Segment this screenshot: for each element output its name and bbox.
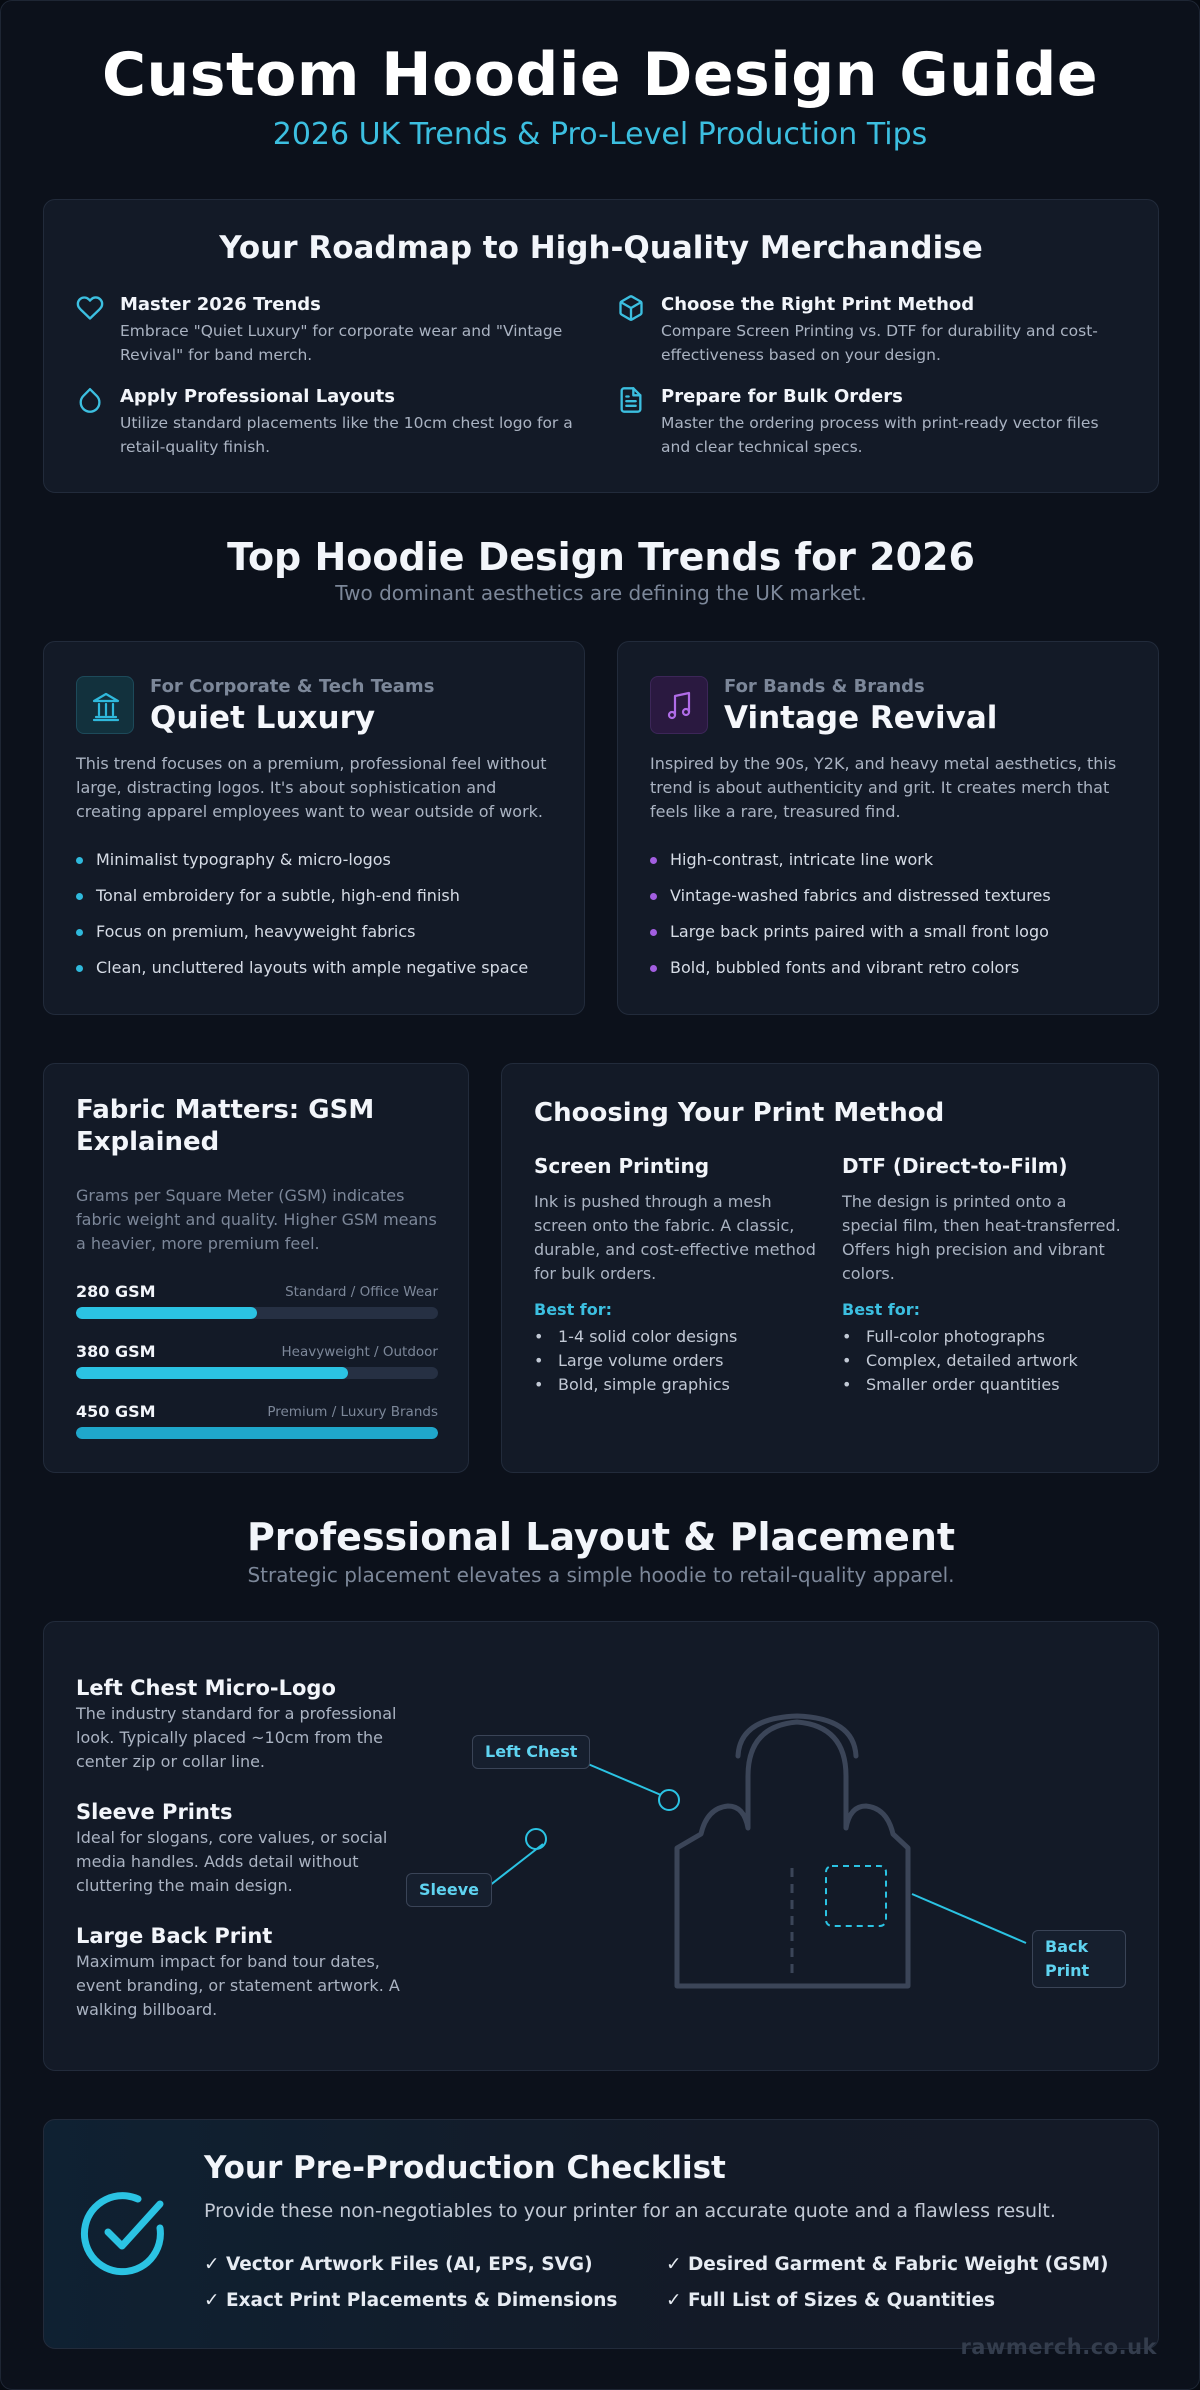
roadmap-item-title: Master 2026 Trends [120,294,321,315]
checklist-item: ✓ Full List of Sizes & Quantities [666,2290,996,2311]
layout-title: Professional Layout & Placement [246,1515,956,1559]
page-title: Custom Hoodie Design Guide [101,40,1099,110]
placement-desc: Ideal for slogans, core values, or social media handles. Adds detail without cluttering the main design. [76,1828,388,1895]
layout-card [43,1621,1159,2071]
trend-name: Vintage Revival [724,700,998,736]
gsm-bar-track [76,1427,438,1439]
gsm-note: Standard / Office Wear [285,1284,438,1300]
placement-desc: The industry standard for a professional look. Typically placed ~10cm from the center zip or collar line. [76,1704,397,1771]
chest-marker [659,1790,679,1810]
trend-kicker: For Bands & Brands [724,676,925,697]
callout-left-chest: Left Chest [472,1735,590,1769]
gsm-row [76,1342,438,1379]
list-item: High-contrast, intricate line work [650,848,1051,884]
list-item: • Complex, detailed artwork [842,1349,1126,1373]
callout-back-line: Print [1045,1961,1090,1980]
list-item: • Bold, simple graphics [534,1373,818,1397]
trend-points [650,848,1051,992]
gsm-label: 450 GSM [76,1402,156,1421]
roadmap-item-desc: Master the ordering process with print-ready vector files and clear technical specs. [661,414,1099,456]
roadmap-item [76,386,576,459]
list-item: • Smaller order quantities [842,1373,1126,1397]
layout-subtitle: Strategic placement elevates a simple hoodie to retail-quality apparel. [247,1563,955,1587]
back-print-area [826,1866,886,1926]
print-method-card [501,1063,1159,1473]
page-subtitle: 2026 UK Trends & Pro-Level Production Tips [272,117,928,152]
callout-sleeve: Sleeve [406,1873,492,1907]
trend-kicker: For Corporate & Tech Teams [150,676,435,697]
list-item: Large back prints paired with a small front logo [650,920,1051,956]
list-item: Vintage-washed fabrics and distressed textures [650,884,1051,920]
roadmap-card [43,199,1159,493]
footer-domain: rawmerch.co.uk [960,2335,1157,2359]
bank-icon [77,677,135,735]
roadmap-item-title: Apply Professional Layouts [120,386,396,407]
checklist-item: ✓ Vector Artwork Files (AI, EPS, SVG) [204,2254,593,2275]
gsm-bar-fill [76,1427,438,1439]
list-item: Focus on premium, heavyweight fabrics [76,920,528,956]
sleeve-marker [526,1829,546,1849]
trend-card-quiet-luxury [43,641,585,1015]
list-item: Clean, uncluttered layouts with ample negative space [76,956,528,992]
gsm-card [43,1063,469,1473]
print-method-title: Choosing Your Print Method [534,1098,945,1128]
roadmap-item [617,386,1117,459]
list-item: Minimalist typography & micro-logos [76,848,528,884]
check-circle-icon [78,2188,170,2280]
print-method-name: Screen Printing [534,1154,710,1178]
gsm-bar-fill [76,1307,257,1319]
list-item: Bold, bubbled fonts and vibrant retro colors [650,956,1051,992]
roadmap-item [76,294,576,367]
roadmap-item-title: Choose the Right Print Method [661,294,975,315]
music-note-icon [651,677,709,735]
gsm-label: 280 GSM [76,1282,156,1301]
print-method-dtf [842,1154,1126,1397]
roadmap-title: Your Roadmap to High-Quality Merchandise [219,230,983,266]
list-item: • 1-4 solid color designs [534,1325,818,1349]
sleeve-leader-line [489,1844,543,1886]
gsm-note: Premium / Luxury Brands [267,1404,438,1420]
list-item: • Large volume orders [534,1349,818,1373]
placement-title: Left Chest Micro-Logo [76,1676,336,1700]
roadmap-item [617,294,1117,367]
header [1,1,1199,152]
gsm-note: Heavyweight / Outdoor [281,1344,438,1360]
best-for-label: Best for: [842,1300,921,1319]
trend-points [76,848,528,992]
print-method-screen [534,1154,818,1397]
checklist-title: Your Pre-Production Checklist [204,2150,726,2186]
document-icon [617,386,645,414]
gsm-label: 380 GSM [76,1342,156,1361]
best-for-list [534,1325,818,1397]
chest-leader-line [588,1764,661,1795]
back-leader-line [912,1894,1026,1943]
gsm-title: Fabric Matters: GSM Explained [76,1095,375,1157]
roadmap-item-desc: Embrace "Quiet Luxury" for corporate wear and "Vintage Revival" for band merch. [120,322,563,364]
checklist-card [43,2119,1159,2349]
print-method-desc: The design is printed onto a special film, then heat-transferred. Offers high precision and vibrant colors. [842,1192,1121,1283]
placement-desc: Maximum impact for band tour dates, event branding, or statement artwork. A walking billboard. [76,1952,400,2019]
gsm-bar-fill [76,1367,348,1379]
list-item: • Full-color photographs [842,1325,1126,1349]
gsm-row [76,1402,438,1439]
hoodie-outline [677,1716,908,1986]
callout-back-print [1032,1930,1126,1988]
droplet-icon [76,386,104,414]
trend-name: Quiet Luxury [150,700,376,736]
best-for-label: Best for: [534,1300,613,1319]
hoodie-diagram [44,1622,1160,2072]
roadmap-item-desc: Compare Screen Printing vs. DTF for durability and cost-effectiveness based on your design. [661,322,1098,364]
trend-card-vintage-revival [617,641,1159,1015]
trend-icon-box [650,676,708,734]
gsm-bar-track [76,1367,438,1379]
trend-icon-box [76,676,134,734]
trend-desc: Inspired by the 90s, Y2K, and heavy metal aesthetics, this trend is about authenticity and grit. It creates merch that feels like a rare, treasured find. [650,754,1117,821]
gsm-row [76,1282,438,1319]
trends-subtitle: Two dominant aesthetics are defining the UK market. [335,581,867,605]
checklist-item: ✓ Exact Print Placements & Dimensions [204,2290,618,2311]
gsm-desc: Grams per Square Meter (GSM) indicates fabric weight and quality. Higher GSM means a heavier, more premium feel. [76,1186,437,1253]
trend-desc: This trend focuses on a premium, professional feel without large, distracting logos. It's about sophistication and creating apparel employees want to wear outside of work. [76,754,547,821]
best-for-list [842,1325,1126,1397]
trends-title: Top Hoodie Design Trends for 2026 [227,535,975,579]
print-method-name: DTF (Direct-to-Film) [842,1154,1068,1178]
checklist-item: ✓ Desired Garment & Fabric Weight (GSM) [666,2254,1109,2275]
checklist-subtitle: Provide these non-negotiables to your printer for an accurate quote and a flawless result. [204,2200,1056,2222]
placement-title: Sleeve Prints [76,1800,233,1824]
roadmap-item-desc: Utilize standard placements like the 10cm chest logo for a retail-quality finish. [120,414,573,456]
roadmap-item-title: Prepare for Bulk Orders [661,386,903,407]
print-method-desc: Ink is pushed through a mesh screen onto the fabric. A classic, durable, and cost-effective method for bulk orders. [534,1192,816,1283]
list-item: Tonal embroidery for a subtle, high-end finish [76,884,528,920]
heart-icon [76,294,104,322]
gsm-bar-track [76,1307,438,1319]
callout-back-line: Back [1045,1937,1089,1956]
cube-icon [617,294,645,322]
placement-title: Large Back Print [76,1924,273,1948]
